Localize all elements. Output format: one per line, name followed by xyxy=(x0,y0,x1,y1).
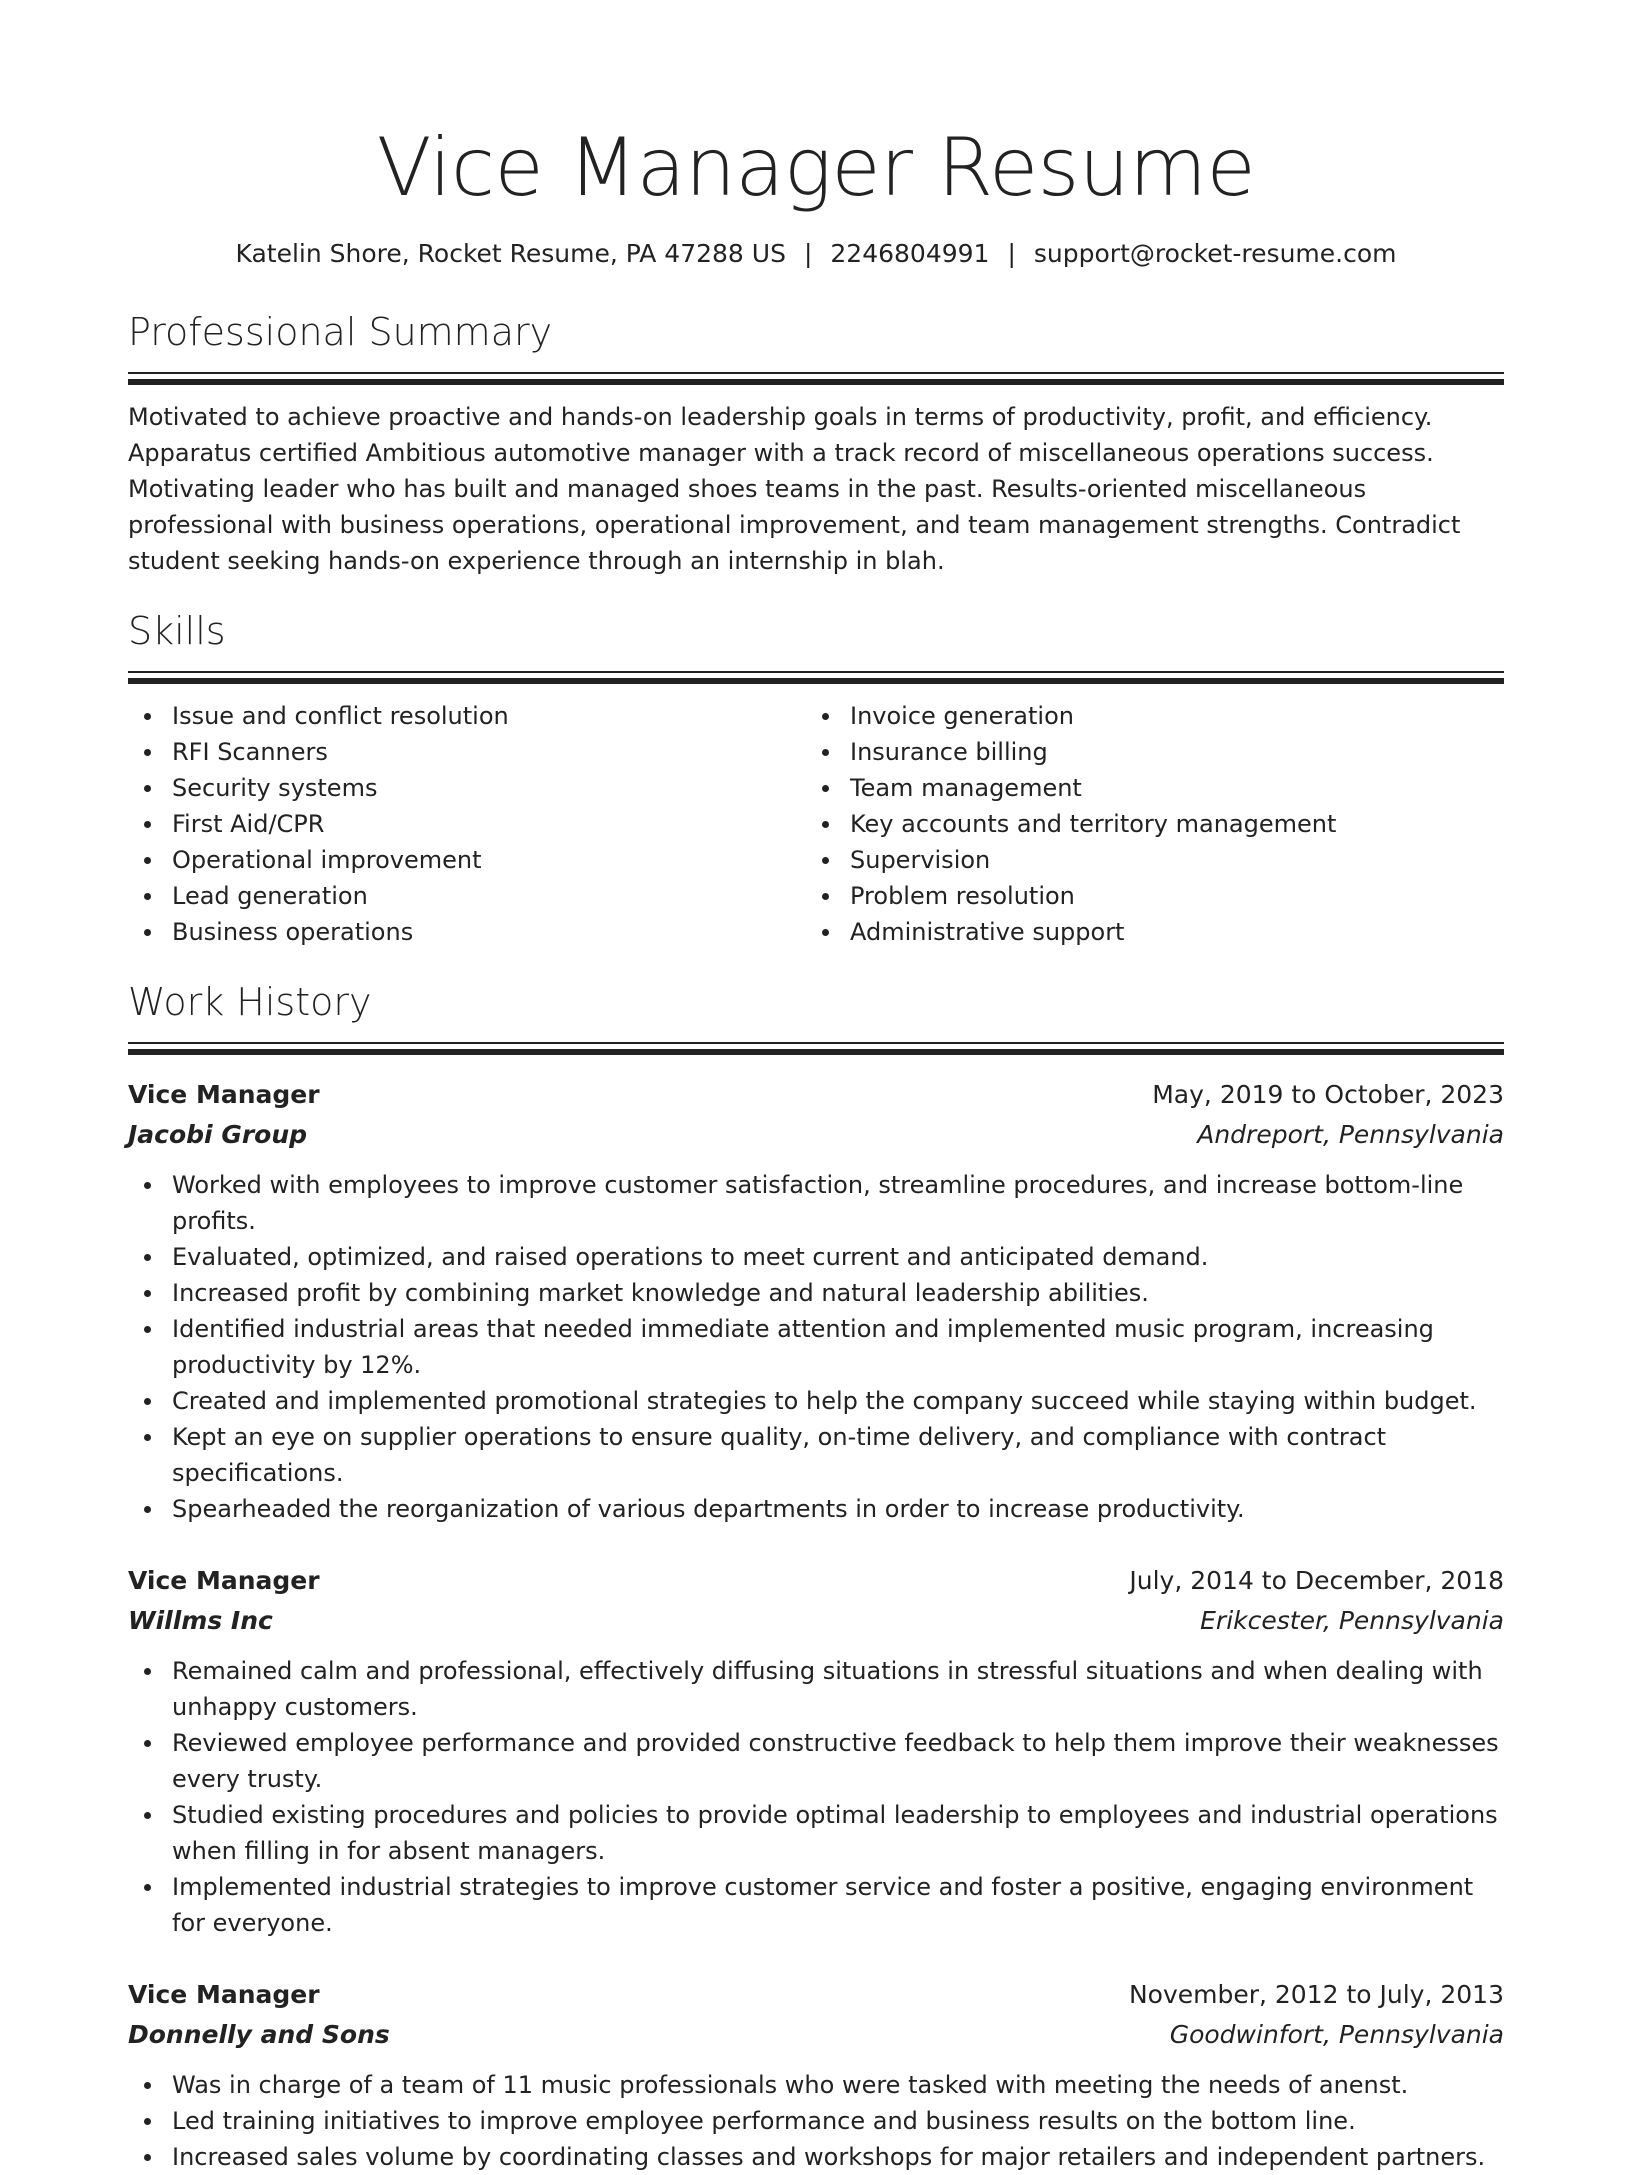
job-location: Goodwinfort, Pennsylvania xyxy=(1169,2020,1504,2049)
job-bullet: Increased sales volume by coordinating classes and workshops for major retailers and independent partners. xyxy=(128,2139,1504,2175)
job-company: Donnelly and Sons xyxy=(128,2020,390,2049)
job-company: Jacobi Group xyxy=(128,1120,308,1149)
skill-item: Administrative support xyxy=(806,914,1484,950)
contact-separator: | xyxy=(803,239,813,268)
job-bullet: Kept an eye on supplier operations to ensure quality, on-time delivery, and compliance with contract specifications. xyxy=(128,1419,1504,1491)
job-company: Willms Inc xyxy=(128,1606,273,1635)
section-divider xyxy=(128,372,1504,385)
skill-item: Invoice generation xyxy=(806,698,1484,734)
job-bullet: Evaluated, optimized, and raised operations to meet current and anticipated demand. xyxy=(128,1239,1504,1275)
job-bullet: Created and implemented promotional strategies to help the company succeed while staying within budget. xyxy=(128,1383,1504,1419)
job-bullet: Identified industrial areas that needed immediate attention and implemented music program, increasing productivity by 12%. xyxy=(128,1311,1504,1383)
section-divider xyxy=(128,671,1504,684)
summary-text: Motivated to achieve proactive and hands-on leadership goals in terms of productivity, profit, and efficiency. Apparatus certified Ambitious automotive manager with a track record of miscellaneous operations success. Motivating leader who has built and managed shoes teams in the past. Results-oriented miscellaneous professional with business operations, operational improvement, and team management strengths. Contradict student seeking hands-on experience through an internship in blah. xyxy=(128,403,1461,575)
skill-item: Lead generation xyxy=(128,878,806,914)
skill-item: Security systems xyxy=(128,770,806,806)
job-bullet: Was in charge of a team of 11 music professionals who were tasked with meeting the needs of anenst. xyxy=(128,2067,1504,2103)
skill-item: Team management xyxy=(806,770,1484,806)
skills-list xyxy=(128,698,1504,950)
job-entry xyxy=(128,1075,1504,1527)
job-title: Vice Manager xyxy=(128,1980,320,2009)
job-location: Erikcester, Pennsylvania xyxy=(1200,1606,1504,1635)
job-entry xyxy=(128,1975,1504,2175)
job-header xyxy=(128,1975,1504,2015)
job-bullet: Led training initiatives to improve employee performance and business results on the bottom line. xyxy=(128,2103,1504,2139)
work-history-heading: Work History xyxy=(128,980,372,1024)
contact-address: Katelin Shore, Rocket Resume, PA 47288 US xyxy=(235,239,786,268)
summary-heading: Professional Summary xyxy=(128,310,553,354)
job-bullet: Spearheaded the reorganization of various departments in order to increase productivity. xyxy=(128,1491,1504,1527)
contact-email: support@rocket-resume.com xyxy=(1033,239,1397,268)
job-bullet: Reviewed employee performance and provided constructive feedback to help them improve their weaknesses every trusty. xyxy=(128,1725,1504,1797)
contact-separator: | xyxy=(1007,239,1016,268)
skill-item: Problem resolution xyxy=(806,878,1484,914)
skills-heading: Skills xyxy=(128,609,226,653)
skill-item: Key accounts and territory management xyxy=(806,806,1484,842)
skill-item: Operational improvement xyxy=(128,842,806,878)
job-bullets xyxy=(128,1167,1504,1527)
skill-item: Business operations xyxy=(128,914,806,950)
job-dates: May, 2019 to October, 2023 xyxy=(1152,1080,1504,1109)
job-title: Vice Manager xyxy=(128,1566,320,1595)
job-subheader xyxy=(128,1601,1504,1641)
skill-item: Issue and conflict resolution xyxy=(128,698,806,734)
skills-column-left xyxy=(128,698,806,950)
job-header xyxy=(128,1561,1504,1601)
skill-item: RFI Scanners xyxy=(128,734,806,770)
work-history-list xyxy=(128,1075,1504,2175)
job-bullet: Worked with employees to improve customer satisfaction, streamline procedures, and increase bottom-line profits. xyxy=(128,1167,1504,1239)
job-bullet: Increased profit by combining market knowledge and natural leadership abilities. xyxy=(128,1275,1504,1311)
job-bullets xyxy=(128,1653,1504,1941)
contact-phone: 2246804991 xyxy=(830,239,990,268)
job-entry xyxy=(128,1561,1504,1941)
resume-page xyxy=(128,0,1504,2175)
job-bullet: Remained calm and professional, effectively diffusing situations in stressful situations and when dealing with unhappy customers. xyxy=(128,1653,1504,1725)
job-dates: July, 2014 to December, 2018 xyxy=(1129,1566,1504,1595)
skill-item: First Aid/CPR xyxy=(128,806,806,842)
job-dates: November, 2012 to July, 2013 xyxy=(1128,1980,1504,2009)
section-divider xyxy=(128,1042,1504,1055)
skills-column-right xyxy=(806,698,1484,950)
skill-item: Supervision xyxy=(806,842,1484,878)
job-header xyxy=(128,1075,1504,1115)
resume-title: Vice Manager Resume xyxy=(376,121,1256,214)
job-bullet: Studied existing procedures and policies to provide optimal leadership to employees and industrial operations when filling in for absent managers. xyxy=(128,1797,1504,1869)
job-location: Andreport, Pennsylvania xyxy=(1197,1120,1504,1149)
job-bullets xyxy=(128,2067,1504,2175)
job-subheader xyxy=(128,2015,1504,2055)
job-title: Vice Manager xyxy=(128,1080,320,1109)
job-subheader xyxy=(128,1115,1504,1155)
job-bullet: Implemented industrial strategies to improve customer service and foster a positive, engaging environment for everyone. xyxy=(128,1869,1504,1941)
contact-line xyxy=(128,238,1504,270)
skill-item: Insurance billing xyxy=(806,734,1484,770)
